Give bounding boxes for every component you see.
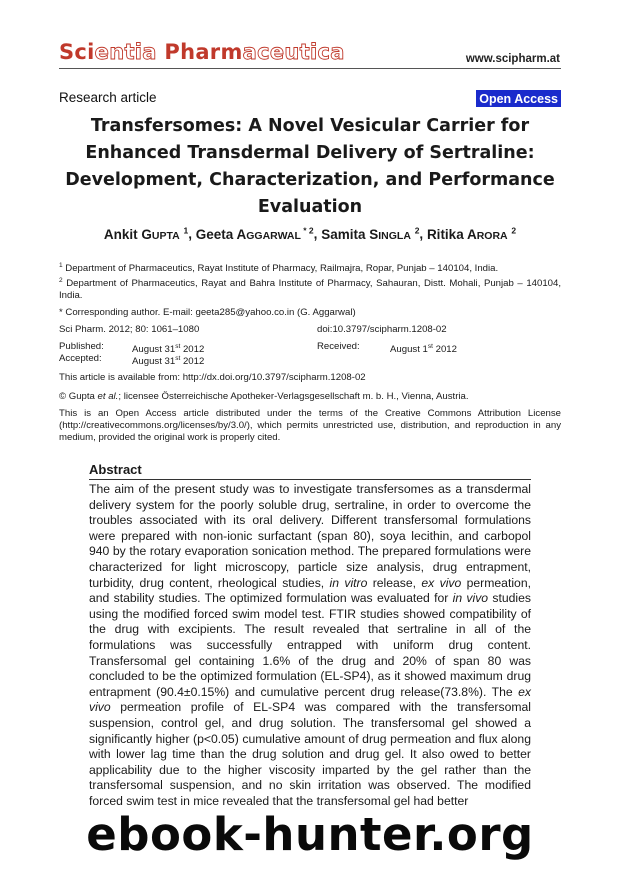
author: Samita SINGLA $^2$ <box>321 225 420 242</box>
abstract-divider <box>89 479 531 480</box>
abstract-heading: Abstract <box>89 462 142 477</box>
journal-logo-part: aceutica <box>242 40 345 64</box>
watermark: ebook-hunter.org <box>86 808 534 861</box>
received-label: Received: <box>317 341 360 352</box>
journal-logo-part: Sci <box>59 40 95 64</box>
journal-url[interactable]: www.scipharm.at <box>465 53 560 65</box>
availability[interactable]: This article is available from: http://dx.doi.org/10.3797/scipharm.1208-02 <box>59 372 366 383</box>
copyright: © Gupta et al.; licensee Österreichische Apotheker-Verlagsgesellschaft m. b. H., Vienna, Austria. <box>59 391 469 402</box>
published-label: Published: <box>59 341 104 352</box>
accepted-date: August 31st 2012 <box>132 355 205 368</box>
article-title: Transfersomes: A Novel Vesicular Carrier for Enhanced Transdermal Delivery of Sertraline: Development, Characterization, and Performance Evaluation <box>65 116 555 217</box>
author: Geeta AGGARWAL $^{* 2}$ <box>195 225 314 242</box>
affiliation: $^1$ Department of Pharmaceutics, Rayat Institute of Pharmacy, Railmajra, Ropar, Punjab – 140104, India. <box>59 262 499 275</box>
citation: Sci Pharm. 2012; 80: 1061–1080 <box>59 324 200 335</box>
corresponding-author: * Corresponding author. E-mail: geeta285@yahoo.co.in (G. Aggarwal) <box>59 307 356 318</box>
doi[interactable]: doi:10.3797/scipharm.1208-02 <box>317 324 447 335</box>
journal-logo-part: Pharm <box>156 40 243 64</box>
affiliations <box>59 260 561 302</box>
received-date: August 1st 2012 <box>390 343 457 356</box>
author-list: Ankit GUPTA $^1$, Geeta AGGARWAL $^{* 2}$, Samita SINGLA $^2$, Ritika ARORA $^2$ <box>103 225 517 242</box>
header-divider <box>59 68 561 69</box>
affiliation: $^2$ Department of Pharmaceutics, Rayat and Bahra Institute of Pharmacy, Sahauran, Distt. Mohali, Punjab – 140104, India. <box>59 277 561 302</box>
author: Ritika ARORA $^2$ <box>426 225 517 242</box>
abstract-text: The aim of the present study was to investigate transfersomes as a transdermal delivery system for the poorly soluble drug, sertraline, in order to overcome the troubles associated with its oral delivery. Different transfersomal formulations were prepared with non-ionic surfactant (span 80), soya lecithin, and carbopol 940 by the rotary evaporation sonication method. The prepared formulations were characterized for light microscopy, particle size analysis, drug entrapment, turbidity, drug content, rheological studies, in vitro release, ex vivo permeation, and stability studies. The optimized formulation was evaluated for in vivo studies using the modified forced swim model test. FTIR studies showed compatibility of the drug with excipients. The result revealed that sertraline in all of the formulations was successfully entrapped with uniform drug content. Transfersomal gel containing 1.6% of the drug and 20% of span 80 was concluded to be the optimized formulation (EL-SP4), as it showed maximum drug entrapment (90.4±0.15%) and cumulative percent drug release(73.8%). The ex vivo permeation profile of EL-SP4 was compared with the transfersomal suspension, control gel, and drug solution. The transfersomal gel showed a significantly higher (p<0.05) cumulative amount of drug permeation and flux along with lower lag time than the drug solution and drug gel. It also owed to better applicability due to the higher viscosity imparted by the gel rather than the transfersomal suspension, and no skin irritation was observed. The modified forced swim test in mice revealed that the transfersomal gel had better <box>89 482 532 808</box>
open-access-badge: Open Access <box>476 90 561 107</box>
author: Ankit GUPTA $^1$ <box>103 225 189 242</box>
journal-logo <box>59 40 345 64</box>
published-date: August 31st 2012 <box>132 343 205 356</box>
accepted-label: Accepted: <box>59 353 102 364</box>
license-text: This is an Open Access article distributed under the terms of the Creative Commons Attribution License (http://creativecommons.org/licenses/by/3.0/), which permits unrestricted use, distribution, and reproduction in any medium, provided the original work is properly cited. <box>59 408 561 443</box>
journal-logo-part: entia <box>94 40 157 64</box>
article-type: Research article <box>59 90 157 105</box>
